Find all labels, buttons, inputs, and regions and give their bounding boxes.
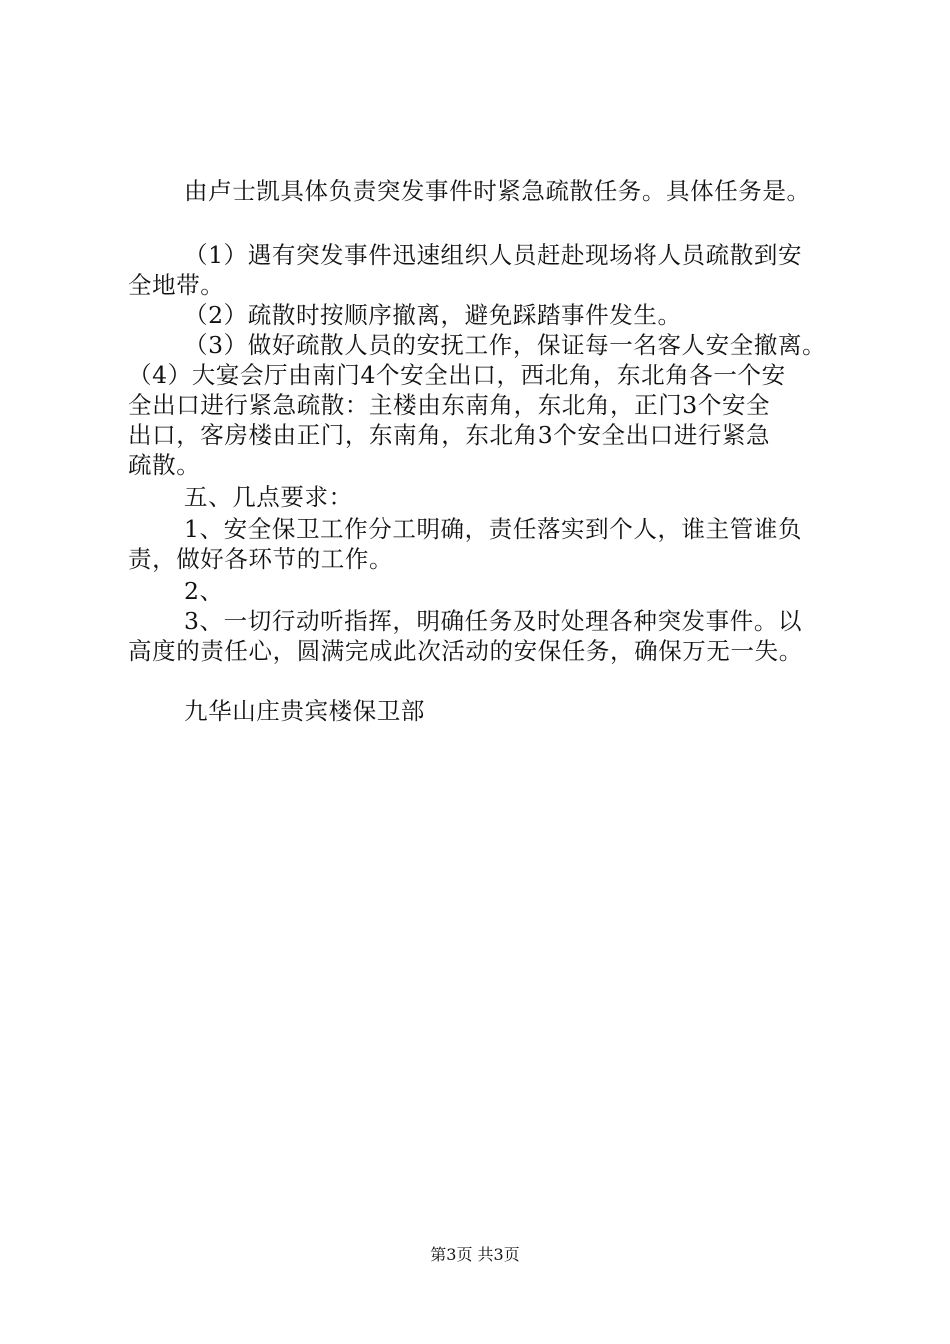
intro-paragraph: 由卢士凯具体负责突发事件时紧急疏散任务。具体任务是。 [184, 177, 811, 205]
section-5-heading: 五、几点要求： [184, 483, 353, 511]
item-4-line-2: 全出口进行紧急疏散：主楼由东南角，东北角，正门3个安全 [128, 391, 771, 419]
requirement-1-line-1: 1、安全保卫工作分工明确，责任落实到个人，谁主管谁负 [184, 515, 803, 543]
page-footer: 第3页 共3页 [430, 1245, 520, 1264]
item-4-line-1: （4）大宴会厅由南门4个安全出口，西北角，东北角各一个安 [128, 361, 786, 389]
signature: 九华山庄贵宾楼保卫部 [184, 697, 425, 725]
item-3: （3）做好疏散人员的安抚工作，保证每一名客人安全撤离。 [184, 331, 827, 359]
item-1-line-1: （1）遇有突发事件迅速组织人员赶赴现场将人员疏散到安 [184, 241, 803, 269]
requirement-3-line-1: 3、一切行动听指挥，明确任务及时处理各种突发事件。以 [184, 607, 803, 635]
item-4-line-3: 出口，客房楼由正门，东南角，东北角3个安全出口进行紧急 [128, 421, 771, 449]
item-1-line-2: 全地带。 [128, 271, 225, 299]
requirement-2: 2、 [184, 577, 224, 605]
item-4-line-4: 疏散。 [128, 451, 201, 479]
item-2: （2）疏散时按顺序撤离，避免踩踏事件发生。 [184, 301, 682, 329]
requirement-1-line-2: 责，做好各环节的工作。 [128, 545, 394, 573]
requirement-3-line-2: 高度的责任心，圆满完成此次活动的安保任务，确保万无一失。 [128, 637, 803, 665]
